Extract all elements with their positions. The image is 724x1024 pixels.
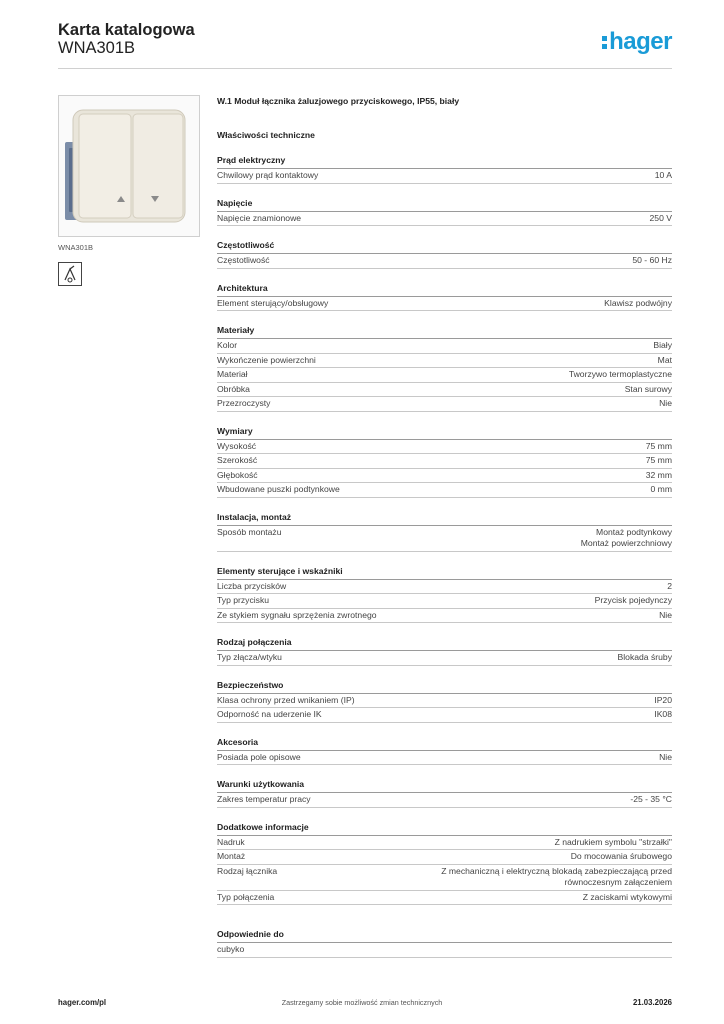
spec-section <box>217 512 672 552</box>
spec-row <box>217 708 672 723</box>
spec-label: Głębokość <box>217 469 258 480</box>
spec-label: Napięcie znamionowe <box>217 212 302 223</box>
section-heading: Akcesoria <box>217 737 672 751</box>
hager-logo[interactable] <box>602 28 672 56</box>
switch-symbol-icon <box>58 262 82 286</box>
spec-row <box>217 383 672 398</box>
spec-value: Tworzywo termoplastyczne <box>568 369 672 379</box>
spec-label: Ze stykiem sygnału sprzężenia zwrotnego <box>217 609 377 620</box>
spec-label: Typ przycisku <box>217 595 270 605</box>
spec-label: Materiał <box>217 369 248 379</box>
spec-row <box>217 836 672 851</box>
spec-row <box>217 651 672 666</box>
spec-label: Nadruk <box>217 836 245 847</box>
spec-label: Sposób montażu <box>217 526 282 537</box>
logo-text: hager <box>609 28 672 55</box>
spec-label: Odporność na uderzenie IK <box>217 709 322 719</box>
spec-row <box>217 865 672 891</box>
section-heading: Warunki użytkowania <box>217 779 672 793</box>
spec-value: Przycisk pojedynczy <box>594 595 672 605</box>
spec-row <box>217 397 672 412</box>
spec-value: Nie <box>659 398 672 408</box>
spec-label: Częstotliwość <box>217 255 270 265</box>
spec-label: Montaż <box>217 851 246 861</box>
section-heading: Rodzaj połączenia <box>217 637 672 651</box>
spec-section <box>217 325 672 412</box>
blind-switch-module-icon <box>59 96 199 236</box>
spec-value: Do mocowania śrubowego <box>570 851 672 861</box>
spec-section <box>217 929 672 958</box>
spec-section <box>217 198 672 227</box>
spec-row <box>217 694 672 709</box>
spec-label: Szerokość <box>217 455 258 465</box>
section-heading: Wymiary <box>217 426 672 440</box>
spec-row <box>217 454 672 469</box>
spec-label: Rodzaj łącznika <box>217 865 278 876</box>
spec-value: 10 A <box>654 170 672 180</box>
section-heading: Napięcie <box>217 198 672 212</box>
spec-value: IK08 <box>654 709 672 719</box>
section-heading: Częstotliwość <box>217 240 672 254</box>
section-heading: Instalacja, montaż <box>217 512 672 526</box>
spec-section <box>217 566 672 624</box>
spec-value: Z zaciskami wtykowymi <box>582 891 672 902</box>
spec-section <box>217 737 672 766</box>
spec-value: 0 mm <box>650 484 672 494</box>
spec-label: cubyko <box>217 944 245 954</box>
spec-label: Wykończenie powierzchni <box>217 354 316 365</box>
spec-value: 75 mm <box>645 440 672 451</box>
section-heading: Materiały <box>217 325 672 339</box>
spec-section <box>217 779 672 808</box>
spec-content <box>217 96 672 958</box>
spec-value: Z nadrukiem symbolu "strzałki" <box>554 836 672 847</box>
footer-date: 21.03.2026 <box>632 998 672 1007</box>
spec-row <box>217 440 672 455</box>
section-heading: Odpowiednie do <box>217 929 672 943</box>
spec-value: 250 V <box>649 212 672 223</box>
spec-value: 50 - 60 Hz <box>632 255 672 265</box>
section-heading: Prąd elektryczny <box>217 155 672 169</box>
spec-row <box>217 526 672 552</box>
spec-label: Wbudowane puszki podtynkowe <box>217 484 340 494</box>
spec-row <box>217 943 672 958</box>
spec-section <box>217 426 672 498</box>
spec-sections <box>217 155 672 958</box>
spec-row <box>217 297 672 312</box>
spec-value: Nie <box>659 751 672 762</box>
spec-label: Wysokość <box>217 440 257 451</box>
spec-label: Posiada pole opisowe <box>217 751 301 762</box>
spec-row <box>217 339 672 354</box>
page-title: Karta katalogowa <box>58 21 195 39</box>
spec-label: Klasa ochrony przed wnikaniem (IP) <box>217 694 355 705</box>
spec-row <box>217 751 672 766</box>
spec-section <box>217 283 672 312</box>
spec-value: IP20 <box>654 694 672 705</box>
spec-row <box>217 594 672 609</box>
spec-value: Nie <box>659 609 672 620</box>
spec-row <box>217 254 672 269</box>
spec-value: Montaż podtynkowy Montaż powierzchniowy <box>580 526 672 548</box>
spec-value: 75 mm <box>645 455 672 465</box>
spec-value: 2 <box>667 580 672 591</box>
spec-section <box>217 680 672 723</box>
footer-disclaimer: Zastrzegamy sobie możliwość zmian technicznych <box>281 998 443 1007</box>
spec-row <box>217 354 672 369</box>
spec-row <box>217 483 672 498</box>
spec-section <box>217 637 672 666</box>
section-heading: Dodatkowe informacje <box>217 822 672 836</box>
spec-section <box>217 155 672 184</box>
spec-value: Mat <box>657 354 672 365</box>
section-heading: Architektura <box>217 283 672 297</box>
product-image <box>58 95 200 237</box>
image-caption: WNA301B <box>58 243 94 252</box>
spec-value: Stan surowy <box>624 383 672 394</box>
spec-label: Typ połączenia <box>217 891 275 902</box>
spec-row <box>217 212 672 227</box>
spec-row <box>217 580 672 595</box>
spec-value: Klawisz podwójny <box>604 297 672 308</box>
spec-label: Przezroczysty <box>217 398 271 408</box>
header-divider <box>58 68 672 69</box>
spec-value: Z mechaniczną i elektryczną blokadą zabezpieczającą przed równoczesnym załączeniem <box>441 865 672 887</box>
spec-section <box>217 240 672 269</box>
spec-label: Typ złącza/wtyku <box>217 652 282 662</box>
spec-label: Zakres temperatur pracy <box>217 794 311 804</box>
section-heading: Elementy sterujące i wskaźniki <box>217 566 672 580</box>
spec-value: Blokada śruby <box>617 652 672 662</box>
section-heading: Bezpieczeństwo <box>217 680 672 694</box>
spec-value: -25 - 35 °C <box>630 794 672 804</box>
spec-row <box>217 609 672 624</box>
spec-section <box>217 822 672 906</box>
logo-dots-icon <box>602 34 607 50</box>
spec-row <box>217 368 672 383</box>
spec-row <box>217 850 672 865</box>
product-code: WNA301B <box>58 39 136 57</box>
spec-row <box>217 169 672 184</box>
spec-row <box>217 793 672 808</box>
properties-heading: Właściwości techniczne <box>217 130 315 140</box>
spec-row <box>217 469 672 484</box>
spec-label: Chwilowy prąd kontaktowy <box>217 170 319 180</box>
product-title: W.1 Moduł łącznika żaluzjowego przyciskowego, IP55, biały <box>217 96 460 106</box>
spec-label: Element sterujący/obsługowy <box>217 297 329 308</box>
spec-label: Kolor <box>217 340 238 350</box>
spec-value: 32 mm <box>645 469 672 480</box>
spec-row <box>217 891 672 906</box>
spec-value: Biały <box>653 340 672 350</box>
spec-label: Obróbka <box>217 383 250 394</box>
spec-label: Liczba przycisków <box>217 580 287 591</box>
footer-website[interactable]: hager.com/pl <box>58 998 107 1007</box>
